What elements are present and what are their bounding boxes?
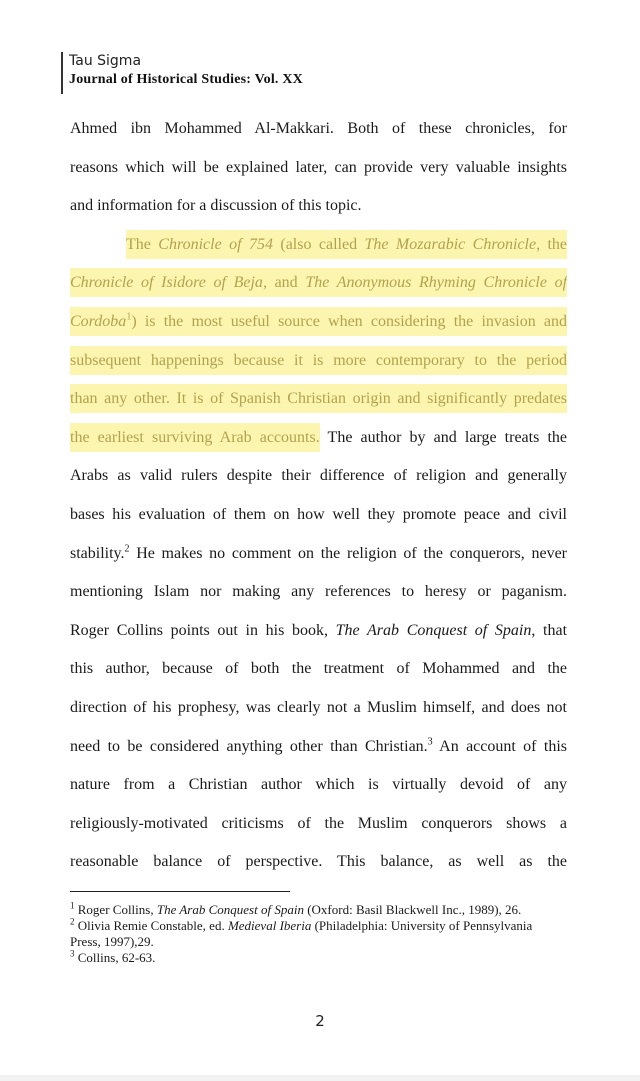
text-line: reasons which will be explained later, can provide very valuable insights — [70, 158, 567, 176]
page-bottom-edge — [0, 1075, 640, 1081]
text-line: Arabs as valid rulers despite their difference of religion and generally — [70, 467, 567, 485]
footnote-separator — [70, 891, 290, 892]
running-header — [69, 52, 303, 90]
highlighted-line: The Chronicle of 754 (also called The Mozarabic Chronicle, the — [70, 226, 567, 265]
footnote-2: $^2$ Olivia Remie Constable, ed. Medieval Iberia (Philadelphia: University of Pennsylvania Press, 1997),29. — [70, 916, 533, 949]
text-line: Ahmed ibn Mohammed Al-Makkari. Both of these chronicles, for — [70, 120, 567, 137]
text-line: religiously-motivated criticisms of the Muslim conquerors shows a — [70, 814, 567, 832]
text-line: nature from a Christian author which is virtually devoid of any — [70, 776, 567, 794]
text-line: and information for a discussion of this topic. — [70, 197, 362, 215]
highlighted-line: than any other. It is of Spanish Christian origin and significantly predates — [70, 380, 567, 419]
text-line: this author, because of both the treatment of Mohammed and the — [70, 660, 567, 678]
text-line: bases his evaluation of them on how well they promote peace and civil — [70, 505, 567, 523]
text-line: reasonable balance of perspective. This balance, as well as the — [70, 853, 567, 871]
header-rule — [61, 52, 63, 94]
footnote-ref: 1 — [126, 311, 132, 323]
text-line: mentioning Islam nor making any references to heresy or paganism. — [70, 583, 567, 601]
highlighted-line: Chronicle of Isidore of Beja, and The Anonymous Rhyming Chronicle of — [70, 264, 567, 303]
text-line: need to be considered anything other than Christian.$^3$ An account of this — [70, 736, 567, 755]
page-number: 2 — [315, 1012, 325, 1030]
body-text — [70, 110, 567, 882]
footnote-ref: 3 — [427, 736, 433, 748]
footnote-1: $^1$ Roger Collins, The Arab Conquest of Spain (Oxford: Basil Blackwell Inc., 1989), 26. — [70, 900, 522, 917]
footnote-ref: 2 — [124, 543, 130, 555]
highlighted-line: Cordoba$^1$) is the most useful source when considering the invasion and — [70, 303, 567, 342]
footnote-3: $^3$ Collins, 62-63. — [70, 948, 156, 965]
journal-volume: Journal of Historical Studies: Vol. XX — [69, 72, 303, 87]
text-line: direction of his prophesy, was clearly not a Muslim himself, and does not — [70, 698, 567, 716]
journal-name: Tau Sigma — [69, 53, 142, 69]
footnotes — [70, 902, 550, 966]
text-line: the earliest surviving Arab accounts. The author by and large treats the — [70, 419, 567, 458]
text-line: stability.$^2$ He makes no comment on the religion of the conquerors, never — [70, 543, 567, 562]
text-line: Roger Collins points out in his book, The Arab Conquest of Spain, that — [70, 621, 567, 639]
highlighted-line: subsequent happenings because it is more contemporary to the period — [70, 342, 567, 381]
